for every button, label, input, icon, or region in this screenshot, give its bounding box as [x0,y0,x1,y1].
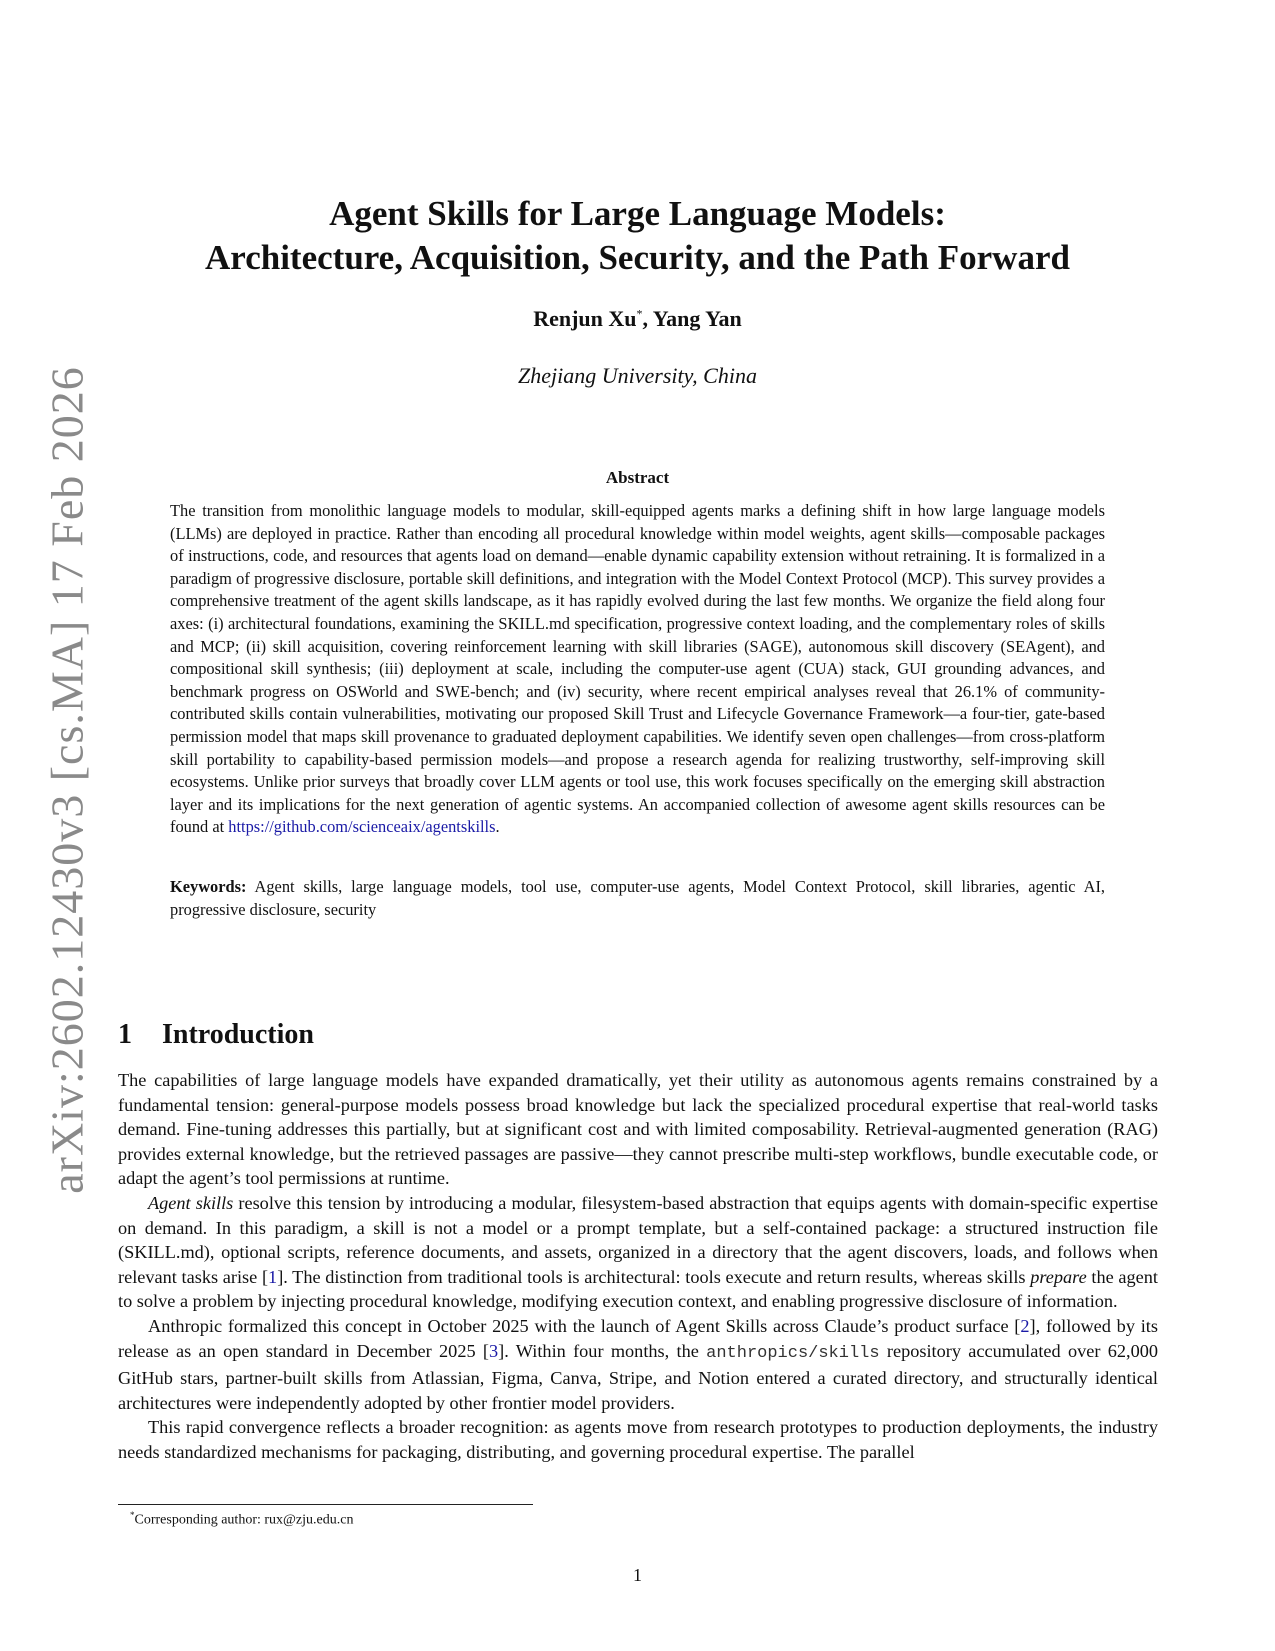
citation-3[interactable]: 3 [488,1340,499,1361]
affiliation: Zhejiang University, China [518,363,757,388]
footnote-text: Corresponding author: rux@zju.edu.cn [134,1512,354,1528]
section-title: Introduction [162,1019,314,1050]
keywords [170,876,1105,921]
title-line-1: Agent Skills for Large Language Models: [329,194,946,233]
paragraph-3-text-d: repository accumulated over 62,000 GitHub stars, partner-built skills from Atlassian, Figma, Canva, Stripe, and Notion entered a curated directory, and structurally identical architectures were independently adopted by other frontier model providers. [118,1340,1158,1413]
page-number: 1 [633,1565,642,1585]
keywords-label: Keywords: [170,877,247,896]
paragraph-2-text-b: ]. The distinction from traditional tools is architectural: tools execute and return results, whereas skills [277,1266,1031,1287]
footnote-mark: * [130,1510,135,1520]
paragraph-4: This rapid convergence reflects a broader recognition: as agents move from research prototypes to production deployments, the industry needs standardized mechanisms for packaging, distributing, and governing procedural expertise. The parallel [118,1417,1158,1462]
introduction-body [118,1068,1158,1465]
keywords-list: Agent skills, large language models, tool use, computer-use agents, Model Context Protocol, skill libraries, agentic AI, progressive disclosure, security [170,877,1105,919]
citation-2[interactable]: 2 [1020,1315,1030,1336]
footnote-divider [118,1504,533,1505]
author-1: Renjun Xu [533,306,637,331]
section-number: 1 [118,1019,132,1050]
paragraph-3-text-c: ]. Within four months, the [498,1340,707,1361]
abstract-paragraph: The transition from monolithic language models to modular, skill-equipped agents marks a defining shift in how large language models (LLMs) are deployed in practice. Rather than encoding all procedural knowledge within model weights, agent skills—composable packages of instructions, code, and resources that agents load on demand—enable dynamic capability extension without retraining. It is formalized in a paradigm of progressive disclosure, portable skill definitions, and integration with the Model Context Protocol (MCP). This survey provides a comprehensive treatment of the agent skills landscape, as it has rapidly evolved during the last few months. We organize the field along four axes: (i) architectural foundations, examining the SKILL.md specification, progressive context loading, and the complementary roles of skills and MCP; (ii) skill acquisition, covering reinforcement learning with skill libraries (SAGE), autonomous skill discovery (SEAgent), and compositional skill synthesis; (iii) deployment at scale, including the computer-use agent (CUA) stack, GUI grounding advances, and benchmark progress on OSWorld and SWE-bench; and (iv) security, where recent empirical analyses reveal that 26.1% of community-contributed skills contain vulnerabilities, motivating our proposed Skill Trust and Lifecycle Governance Framework—a four-tier, gate-based permission model that maps skill provenance to graduated deployment capabilities. We identify seven open challenges—from cross-platform skill portability to capability-based permission models—and propose a research agenda for realizing trustworthy, self-improving skill ecosystems. Unlike prior surveys that broadly cover LLM agents or tool use, this work focuses specifically on the emerging skill abstraction layer and its implications for the next generation of agentic systems. An accompanied collection of awesome agent skills resources can be found at [170,501,1105,837]
corresponding-mark: * [636,306,643,321]
paper-title [0,192,1275,280]
term-agent-skills: Agent skills [148,1192,234,1213]
paragraph-3 [118,1314,1158,1415]
abstract-heading: Abstract [605,468,670,487]
author-list [0,306,1275,332]
arxiv-identifier: arXiv:2602.12430v3 [cs.MA] 17 Feb 2026 [41,366,93,1194]
citation-1[interactable]: 1 [268,1266,278,1287]
repo-name-code: anthropics/skills [706,1343,880,1363]
footnote [130,1510,353,1529]
paragraph-2-text-c: the agent to solve a problem by injecting procedural knowledge, modifying execution context, and enabling progressive disclosure of information. [118,1266,1158,1312]
abstract-text [170,500,1105,839]
abstract-tail: . [495,817,500,837]
paragraph-3-text-b: ], followed by its release as an open standard in December 2025 [ [118,1315,1158,1361]
section-heading-introduction [118,1019,314,1051]
term-prepare: prepare [1030,1266,1087,1287]
paragraph-1: The capabilities of large language models have expanded dramatically, yet their utility as autonomous agents remains constrained by a fundamental tension: general-purpose models possess broad knowledge but lack the specialized procedural expertise that real-world tasks demand. Fine-tuning addresses this partially, but at significant cost and with limited composability. Retrieval-augmented generation (RAG) provides external knowledge, but the retrieved passages are passive—they cannot prescribe multi-step workflows, bundle executable code, or adapt the agent’s tool permissions at runtime. [118,1070,1158,1189]
paragraph-3-text-a: Anthropic formalized this concept in October 2025 with the launch of Agent Skills across Claude’s product surface [ [148,1315,1021,1336]
paragraph-2-text-a: resolve this tension by introducing a modular, filesystem-based abstraction that equips agents with domain-specific expertise on demand. In this paradigm, a skill is not a model or a prompt template, but a self-contained package: a structured instruction file (SKILL.md), optional scripts, reference documents, and assets, organized in a directory that the agent discovers, loads, and follows when relevant tasks arise [ [118,1192,1158,1287]
arxiv-side-stamp [22,366,112,1194]
paragraph-2 [118,1191,1158,1314]
title-line-2: Architecture, Acquisition, Security, and the Path Forward [205,238,1070,277]
repo-link[interactable]: https://github.com/scienceaix/agentskills [228,817,496,837]
author-2: , Yang Yan [642,306,742,331]
